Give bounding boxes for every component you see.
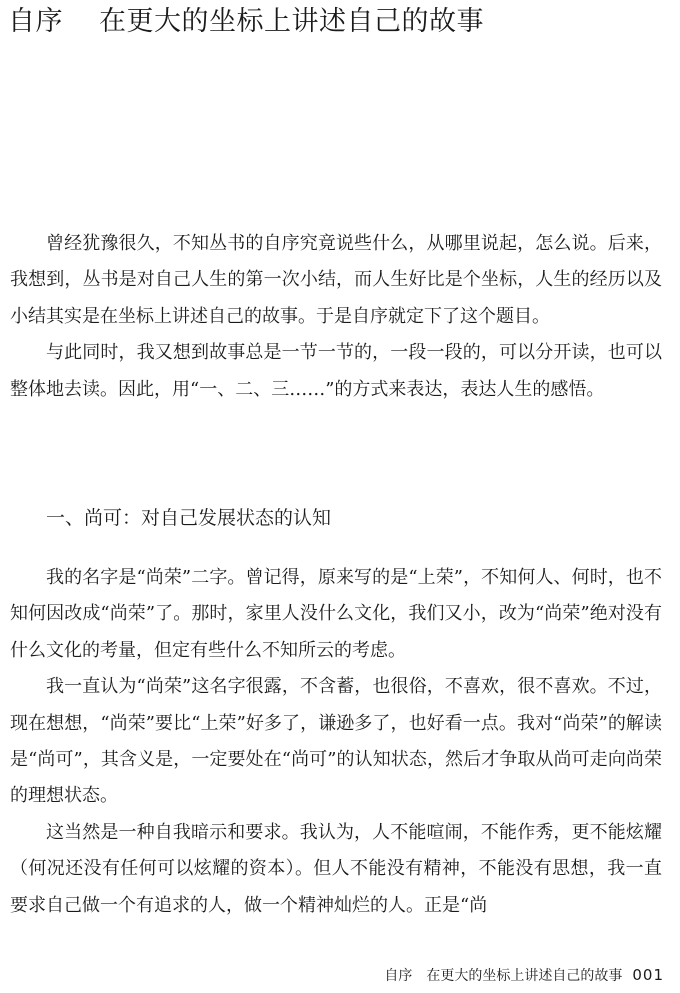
- intro-paragraph-2: 与此同时，我又想到故事总是一节一节的，一段一段的，可以分开读，也可以整体地去读。因此，用“一、二、三……”的方式来表达，表达人生的感悟。: [10, 342, 662, 400]
- section-1-paragraph-1: 我的名字是“尚荣”二字。曾记得，原来写的是“上荣”，不知何人、何时，也不知何因改成“尚荣”了。那时，家里人没什么文化，我们又小，改为“尚荣”绝对没有什么文化的考量，但定有些什么不知所云的考虑。: [10, 567, 662, 661]
- section-heading: 一、尚可：对自己发展状态的认知: [46, 507, 332, 529]
- running-footer: [384, 964, 664, 987]
- chapter-label: 自序: [8, 6, 63, 37]
- section-1-paragraph-3: 这当然是一种自我暗示和要求。我认为，人不能喧闹，不能作秀，更不能炫耀（何况还没有任何可以炫耀的资本）。但人不能没有精神，不能没有思想，我一直要求自己做一个有追求的人，做一个精神灿烂的人。正是“尚: [10, 821, 662, 916]
- intro-paragraph-1: 曾经犹豫很久，不知丛书的自序究竟说些什么，从哪里说起，怎么说。后来，我想到，丛书是对自己人生的第一次小结，而人生好比是个坐标，人生的经历以及小结其实是在坐标上讲述自己的故事。于是自序就定下了这个题目。: [10, 233, 662, 327]
- chapter-title-text: 在更大的坐标上讲述自己的故事: [99, 6, 484, 37]
- section-1-text: [10, 560, 662, 924]
- footer-chapter-title: 在更大的坐标上讲述自己的故事: [426, 968, 623, 984]
- chapter-title: [8, 2, 484, 42]
- section-1-paragraph-2: 我一直认为“尚荣”这名字很露，不含蓄，也很俗，不喜欢，很不喜欢。不过，现在想想，“尚荣”要比“上荣”好多了，谦逊多了，也好看一点。我对“尚荣”的解读是“尚可”，其含义是，一定要处在“尚可”的认知状态，然后才争取从尚可走向尚荣的理想状态。: [10, 676, 662, 807]
- footer-chapter-label: 自序: [384, 968, 413, 984]
- intro-text: [10, 226, 662, 408]
- page-number: 001: [632, 966, 664, 984]
